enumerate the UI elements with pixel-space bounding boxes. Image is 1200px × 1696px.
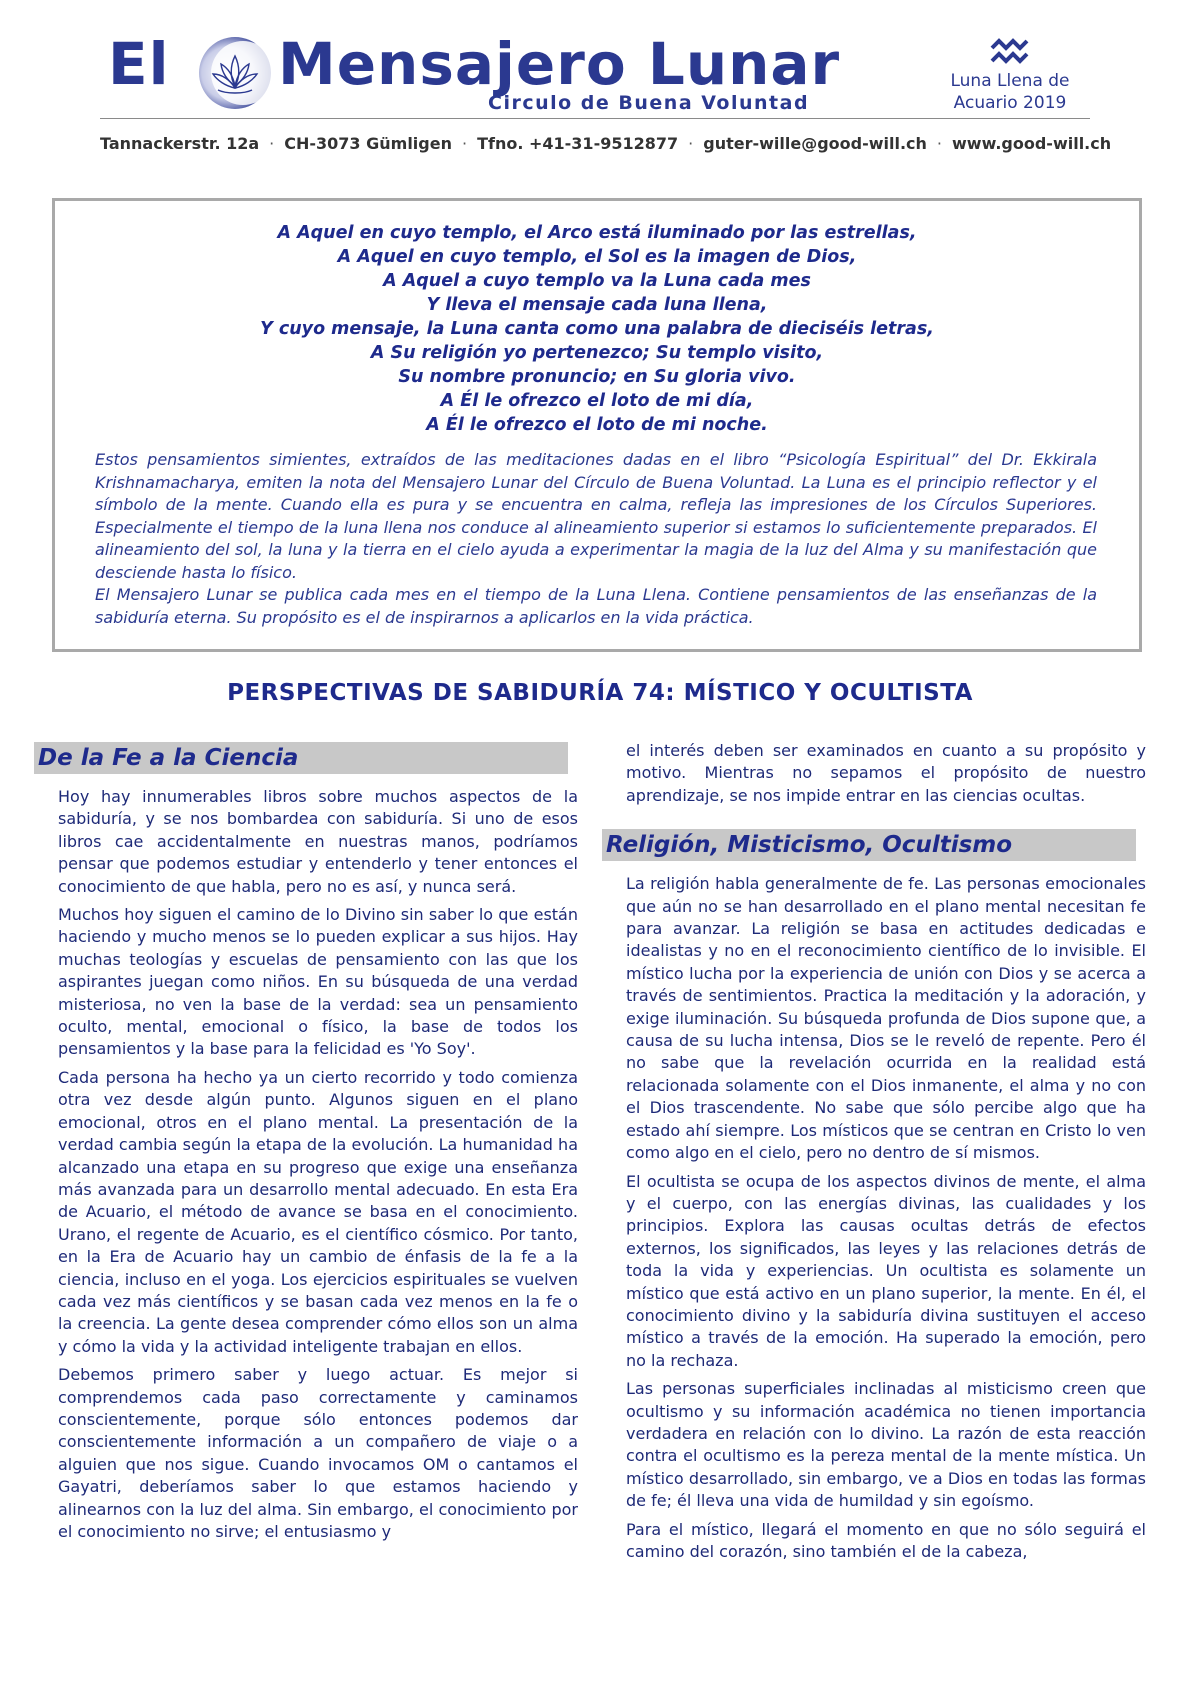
contact-email[interactable]: guter-wille@good-will.ch <box>703 134 927 153</box>
article-title: PERSPECTIVAS DE SABIDURÍA 74: MÍSTICO Y OCULTISTA <box>227 680 973 706</box>
poem-line: A Él le ofrezco el loto de mi día, <box>440 391 754 411</box>
invocation-box <box>52 198 1142 652</box>
paragraph: Las personas superficiales inclinadas al misticismo creen que ocultismo y su información académica no tienen importancia verdadera en relación con lo divino. La razón de esta reacción contra el ocultismo es la pereza mental de la mente mística. Un místico desarrollado, sin embargo, ve a Dios en todas las formas de fe; él lleva una vida de humildad y sin egoísmo. <box>626 1379 1146 1511</box>
brand-subtitle: Circulo de Buena Voluntad <box>488 92 810 114</box>
paragraph: Para el místico, llegará el momento en que no sólo seguirá el camino del corazón, sino también el de la cabeza, <box>626 1519 1146 1561</box>
poem-line: A Su religión yo pertenezco; Su templo visito, <box>370 343 824 363</box>
lotus-moon-icon <box>194 34 276 112</box>
masthead <box>108 30 841 114</box>
separator: · <box>461 134 468 153</box>
intro-paragraph: El Mensajero Lunar se publica cada mes en el tiempo de la Luna Llena. Contiene pensamientos de las enseñanzas de la sabiduría eterna. Su propósito es el de inspirarnos a aplicarlos en la vida práctica. <box>95 585 1097 627</box>
poem-line: A Aquel a cuyo templo va la Luna cada mes <box>383 271 811 291</box>
aquarius-icon <box>990 38 1030 64</box>
edition-block <box>930 38 1090 114</box>
brand-title: Mensajero Lunar <box>278 30 841 98</box>
paragraph: Muchos hoy siguen el camino de lo Divino sin saber lo que están haciendo y mucho menos se lo pueden explicar a sus hijos. Hay muchas teologías y escuelas de pensamiento con las que los aspirantes juegan como niños. En su búsqueda de una verdad misteriosa, no ven la base de la verdad: sea un pensamiento oculto, mental, emocional o físico, la base de todos los pensamientos y la base para la felicidad es 'Yo Soy'. <box>58 905 578 1059</box>
poem-line: A Aquel en cuyo templo, el Arco está iluminado por las estrellas, <box>277 223 917 243</box>
contact-phone: Tfno. +41-31-9512877 <box>477 134 679 153</box>
edition-line-2: Acuario 2019 <box>953 93 1067 113</box>
poem-line: Su nombre pronuncio; en Su gloria vivo. <box>398 367 796 387</box>
section-heading: De la Fe a la Ciencia <box>34 742 568 774</box>
poem-line: Y cuyo mensaje, la Luna canta como una palabra de dieciséis letras, <box>260 319 934 339</box>
section-heading: Religión, Misticismo, Ocultismo <box>602 829 1136 861</box>
brand-el: El <box>108 30 170 98</box>
paragraph: La religión habla generalmente de fe. Las personas emocionales que aún no se han desarrollado en el plano mental necesitan fe para avanzar. La religión se basa en actitudes dedicadas e idealistas y no en el reconocimiento científico de lo invisible. El místico lucha por la experiencia de unión con Dios y se acerca a través de sentimientos. Practica la meditación y la adoración, y exige iluminación. Su búsqueda profunda de Dios supone que, a causa de su lucha intensa, Dios se le reveló de repente. Pero él no sabe que la revelación ocurrida en la realidad está relacionada solamente con el Dios inmanente, el alma y no con el Dios trascendente. No sabe que sólo percibe algo que ha estado ahí siempre. Los místicos que se centran en Cristo lo ven como algo en el cielo, pero no dentro de sí mismos. <box>626 874 1146 1163</box>
edition-line-1: Luna Llena de <box>950 71 1070 91</box>
contact-line <box>100 134 1112 153</box>
paragraph: Hoy hay innumerables libros sobre muchos aspectos de la sabiduría, y se nos bombardea con sabiduría. Si uno de esos libros cae accidentalmente en nuestras manos, podríamos pensar que podemos estudiar y entenderlo y tener entonces el conocimiento de que habla, pero no es así, y nunca será. <box>58 787 578 896</box>
separator: · <box>269 134 275 153</box>
separator: · <box>936 134 943 153</box>
right-column <box>606 740 1146 1569</box>
contact-city: CH-3073 Gümligen <box>284 134 452 153</box>
contact-website[interactable]: www.good-will.ch <box>952 134 1112 153</box>
poem-line: A Aquel en cuyo templo, el Sol es la imagen de Dios, <box>337 247 857 267</box>
paragraph-continuation: el interés deben ser examinados en cuanto a su propósito y motivo. Mientras no sepamos el propósito de nuestro aprendizaje, se nos impide entrar en las ciencias ocultas. <box>626 741 1146 805</box>
paragraph: Cada persona ha hecho ya un cierto recorrido y todo comienza otra vez desde algún punto. Algunos siguen en el plano emocional, otros en el plano mental. La presentación de la verdad cambia según la etapa de la evolución. La humanidad ha alcanzado una etapa en su progreso que exige una enseñanza más avanzada para un desarrollo mental adecuado. En esta Era de Acuario, el método de avance se basa en el conocimiento. Urano, el regente de Acuario, es el científico cósmico. Por tanto, en la Era de Acuario hay un cambio de énfasis de la fe a la ciencia, incluso en el yoga. Los ejercicios espirituales se vuelven cada vez más científicos y se basan cada vez menos en la fe o la creencia. La gente desea comprender cómo ellos son un alma y cómo la vida y la actividad inteligente trabajan en ellos. <box>58 1067 578 1356</box>
contact-address: Tannackerstr. 12a <box>100 134 260 153</box>
invocation-poem <box>55 221 1139 437</box>
left-column <box>38 742 578 1549</box>
poem-line: Y lleva el mensaje cada luna llena, <box>426 295 768 315</box>
separator: · <box>688 134 694 153</box>
poem-line: A Él le ofrezco el loto de mi noche. <box>426 415 768 435</box>
paragraph: Debemos primero saber y luego actuar. Es mejor si comprendemos cada paso correctamente y caminamos conscientemente, porque sólo entonces podemos dar conscientemente información a un compañero de viaje o a alguien que nos sigue. Cuando invocamos OM o cantamos el Gayatri, deberíamos saber lo que estamos haciendo y alinearnos con la luz del alma. Sin embargo, el conocimiento por el conocimiento no sirve; el entusiasmo y <box>58 1365 578 1541</box>
intro-paragraph: Estos pensamientos simientes, extraídos de las meditaciones dadas en el libro “Psicología Espiritual” del Dr. Ekkirala Krishnamacharya, emiten la nota del Mensajero Lunar del Círculo de Buena Voluntad. La Luna es el principio reflector y el símbolo de la mente. Cuando ella es pura y se encuentra en calma, refleja las impresiones de los Círculos Superiores. Especialmente el tiempo de la luna llena nos conduce al alineamiento superior si estamos lo suficientemente preparados. El alineamiento del sol, la luna y la tierra en el cielo ayuda a experimentar la magia de la luz del Alma y su manifestación que desciende hasta lo físico. <box>95 450 1097 582</box>
invocation-intro <box>95 449 1097 629</box>
paragraph: El ocultista se ocupa de los aspectos divinos de mente, el alma y el cuerpo, con las energías divinas, las cualidades y los principios. Explora las causas ocultas detrás de efectos externos, los significados, las leyes y las relaciones detrás de toda la vida y experiencias. Un ocultista es solamente un místico que está activo en un plano superior, la mente. En él, el conocimiento divino y la sabiduría divina sustituyen el acceso místico a través de la emoción. Ha superado la emoción, pero no la rechaza. <box>626 1171 1146 1370</box>
header-divider <box>100 118 1090 119</box>
